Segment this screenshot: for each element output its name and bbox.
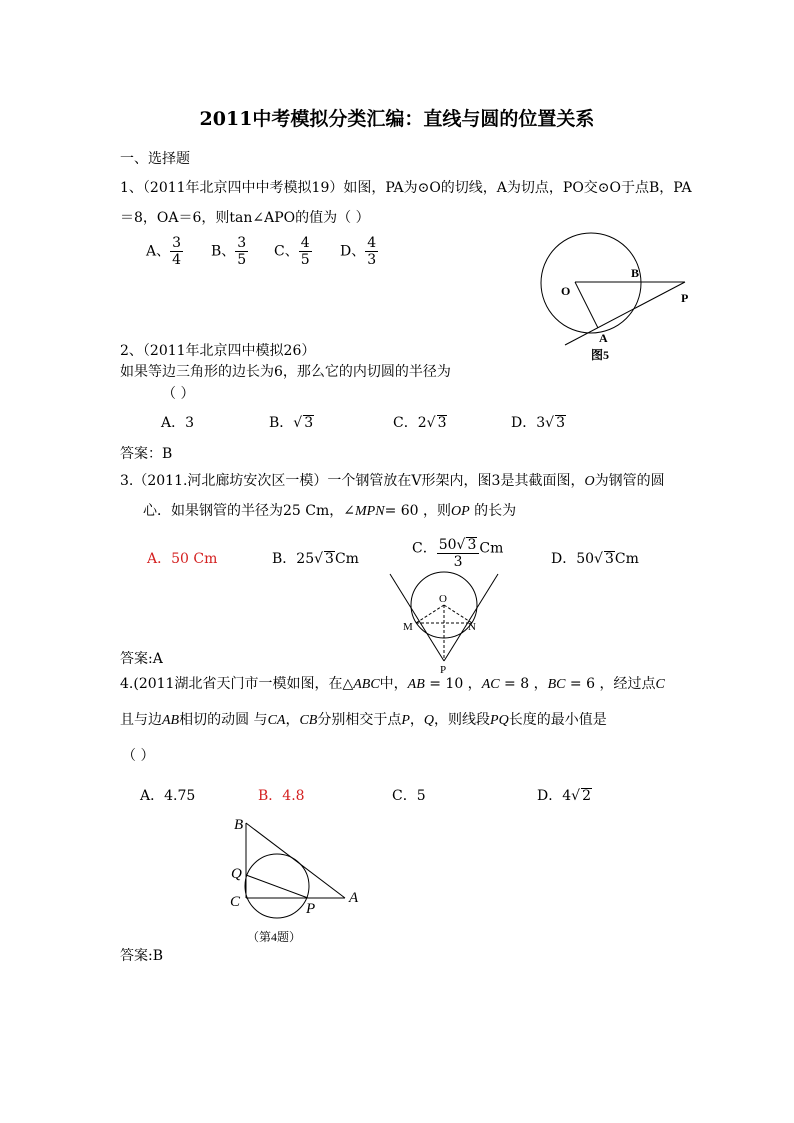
q1-label-a: A <box>599 331 608 345</box>
q3-label-n: N <box>468 621 476 633</box>
q1-figure-caption: 图5 <box>591 348 610 362</box>
q2-option-a: A．3 <box>161 415 195 431</box>
q2-option-d: D．3√ 3 <box>511 415 565 431</box>
q4-option-b: B．4.8 <box>258 788 305 804</box>
q4-label-a: A <box>349 890 359 906</box>
page-title: 2011中考模拟分类汇编：直线与圆的位置关系 <box>199 108 595 130</box>
q1-figure <box>515 225 705 370</box>
q4-answer: 答案:B <box>120 948 164 964</box>
q1-label-o: O <box>561 284 571 298</box>
q3-line2: 心．如果钢管的半径为25 Cm，∠MPN= 60 ，则OP 的长为 <box>143 503 517 519</box>
q3-option-a: A．50 Cm <box>147 551 218 567</box>
q3-line1: 3.（2011.河北廊坊安次区一模）一个钢管放在V形架内，图3是其截面图，O为钢管的圆 <box>120 473 665 489</box>
q2-answer: 答案：B <box>120 446 173 462</box>
section-heading: 一、选择题 <box>120 151 190 167</box>
q1-label-b: B <box>631 266 640 280</box>
q4-label-q: Q <box>231 866 242 882</box>
q1-option-c: C、 $\frac{4}{5}$ <box>274 235 310 269</box>
q4-label-p: P <box>306 901 316 917</box>
q3-option-b: B．25√ 3Cm <box>272 551 359 567</box>
q3-answer: 答案:A <box>120 651 163 667</box>
q1-option-d: D、 $\frac{4}{3}$ <box>340 235 377 269</box>
q4-option-a: A．4.75 <box>140 788 196 804</box>
q4-figure-caption: （第4题） <box>247 930 302 944</box>
q3-label-p: P <box>440 664 447 676</box>
q1-line2: ＝8，OA＝6，则tan∠APO的值为（ ） <box>120 210 370 226</box>
q3-option-c: C． $\frac{50√ 3}{3}$ Cm <box>412 537 504 571</box>
q4-option-c: C．5 <box>392 788 426 804</box>
q2-paren: （ ） <box>162 386 195 402</box>
q1-line1: 1、（2011年北京四中中考模拟19）如图，PA为⊙O的切线，A为切点，PO交⊙O于点B，PA <box>120 180 692 196</box>
q2-line2: 如果等边三角形的边长为6，那么它的内切圆的半径为 <box>120 364 451 380</box>
q4-label-b: B <box>234 817 244 833</box>
q2-option-c: C．2√ 3 <box>393 415 447 431</box>
q1-option-b: B、 $\frac{3}{5}$ <box>211 235 247 269</box>
q2-line1: 2、（2011年北京四中模拟26） <box>120 343 316 359</box>
q1-label-p: P <box>681 291 689 305</box>
q4-line2: 且与边AB相切的动圆 与CA，CB分别相交于点P，Q，则线段PQ长度的最小值是 <box>120 712 607 728</box>
q3-option-d: D．50√ 3Cm <box>551 551 639 567</box>
q4-line1: 4.(2011湖北省天门市一模如图，在△ABC中，AB = 10 ，AC = 8 ，BC = 6 ，经过点C <box>120 676 665 692</box>
q4-option-d: D．4√ 2 <box>537 788 591 804</box>
q2-option-b: B．√ 3 <box>269 415 314 431</box>
q3-label-o: O <box>439 593 447 605</box>
q4-figure <box>222 812 372 952</box>
q4-paren: （ ） <box>122 748 155 764</box>
q4-label-c: C <box>230 894 241 910</box>
q1-option-a: A、 $\frac{3}{4}$ <box>146 235 182 269</box>
q3-label-m: M <box>403 621 413 633</box>
q3-figure <box>380 566 510 676</box>
